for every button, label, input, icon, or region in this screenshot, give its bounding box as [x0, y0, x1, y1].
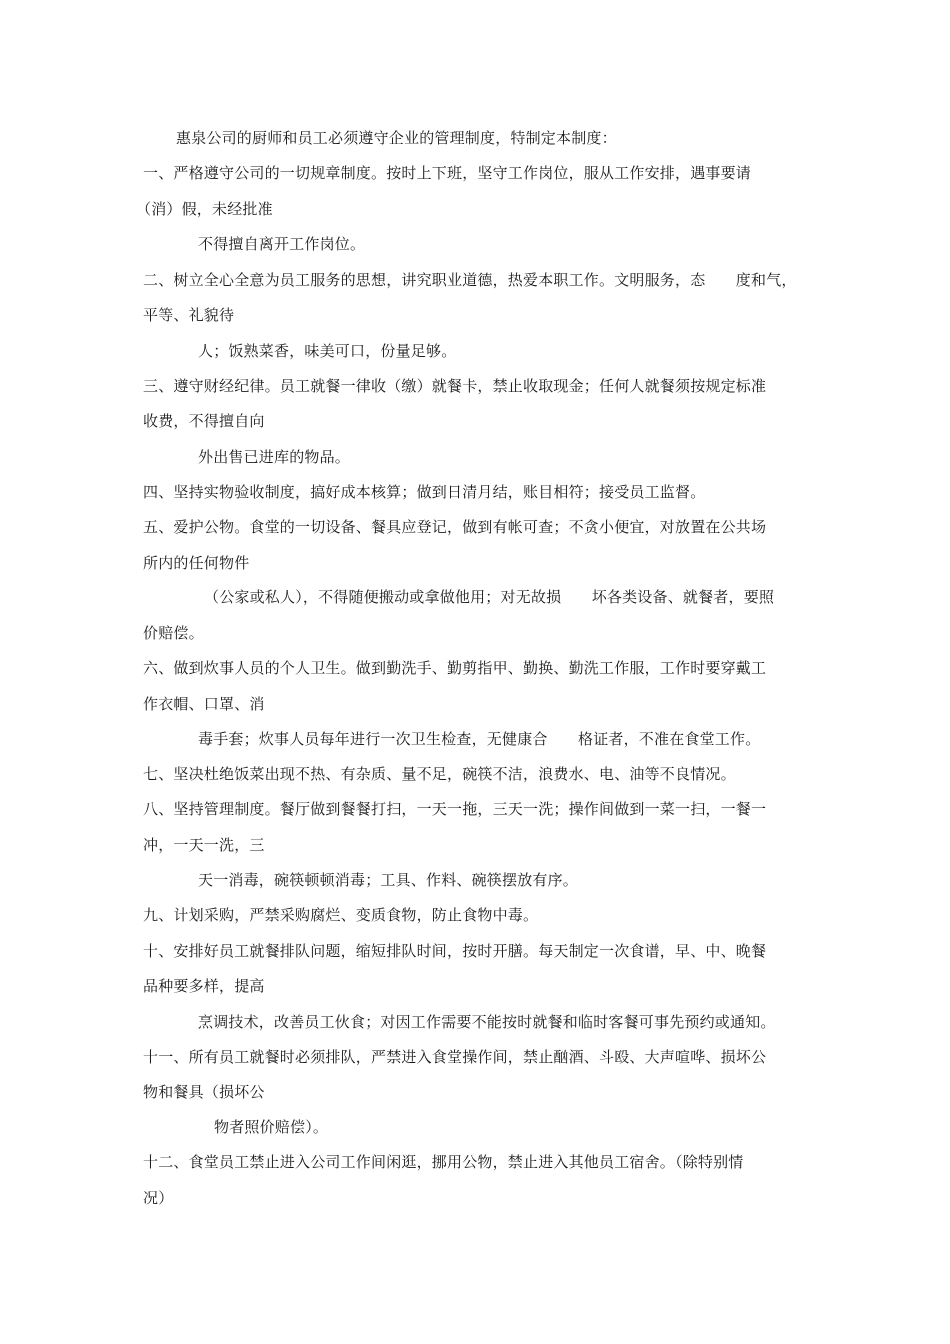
rule-5-line-4: 价赔偿。 — [143, 624, 204, 642]
rule-8-line-2: 冲，一天一洗，三 — [143, 836, 265, 854]
rule-10-line-3: 烹调技术，改善员工伙食；对因工作需要不能按时就餐和临时客餐可事先预约或通知。 — [198, 1013, 776, 1031]
rule-6-line-3: 毒手套；炊事人员每年进行一次卫生检查，无健康合 格证者，不准在食堂工作。 — [198, 730, 761, 748]
rule-3-line-3: 外出售已进库的物品。 — [198, 448, 351, 466]
rule-2-line-1: 二、树立全心全意为员工服务的思想，讲究职业道德，热爱本职工作。文明服务，态 度和气， — [143, 271, 797, 289]
rule-10-line-2: 品种要多样，提高 — [143, 977, 265, 995]
rule-3-line-1: 三、遵守财经纪律。员工就餐一律收（缴）就餐卡，禁止收取现金；任何人就餐须按规定标准 — [143, 377, 767, 395]
intro-line: 惠泉公司的厨师和员工必须遵守企业的管理制度，特制定本制度： — [176, 129, 617, 147]
rule-1-line-2: （消）假，未经批准 — [136, 200, 273, 218]
rule-9-line-1: 九、计划采购，严禁采购腐烂、变质食物，防止食物中毒。 — [143, 906, 539, 924]
rule-6-line-2: 作衣帽、口罩、消 — [143, 695, 265, 713]
rule-2-line-2: 平等、礼貌待 — [143, 306, 235, 324]
rule-11-line-1: 十一、所有员工就餐时必须排队，严禁进入食堂操作间，禁止酗酒、斗殴、大声喧哗、损坏公 — [143, 1048, 767, 1066]
rule-8-line-1: 八、坚持管理制度。餐厅做到餐餐打扫，一天一拖，三天一洗；操作间做到一菜一扫，一餐一 — [143, 800, 767, 818]
rule-3-line-2: 收费，不得擅自向 — [143, 412, 265, 430]
rule-12-line-1: 十二、食堂员工禁止进入公司工作间闲逛，挪用公物，禁止进入其他员工宿舍。（除特别情 — [143, 1153, 744, 1171]
rule-11-line-2: 物和餐具（损坏公 — [143, 1083, 265, 1101]
rule-7-line-1: 七、坚决杜绝饭菜出现不热、有杂质、量不足，碗筷不洁，浪费水、电、油等不良情况。 — [143, 765, 736, 783]
rule-10-line-1: 十、安排好员工就餐排队问题，缩短排队时间，按时开膳。每天制定一次食谱，早、中、晚餐 — [143, 942, 767, 960]
rule-1-line-1: 一、严格遵守公司的一切规章制度。按时上下班，坚守工作岗位，服从工作安排，遇事要请 — [143, 164, 752, 182]
rule-11-line-3: 物者照价赔偿）。 — [214, 1118, 329, 1136]
rule-1-line-3: 不得擅自离开工作岗位。 — [198, 235, 366, 253]
rule-8-line-3: 天一消毒，碗筷顿顿消毒；工具、作料、碗筷摆放有序。 — [198, 871, 579, 889]
rule-5-line-3: （公家或私人），不得随便搬动或拿做他用；对无故损 坏各类设备、就餐者，要照 — [204, 588, 775, 606]
rule-5-line-2: 所内的任何物件 — [143, 554, 250, 572]
rule-2-line-3: 人；饭熟菜香，味美可口，份量足够。 — [198, 342, 457, 360]
rule-6-line-1: 六、做到炊事人员的个人卫生。做到勤洗手、勤剪指甲、勤换、勤洗工作服，工作时要穿戴工 — [143, 659, 767, 677]
rule-12-line-2: 况） — [143, 1189, 174, 1207]
rule-4-line-1: 四、坚持实物验收制度，搞好成本核算；做到日清月结，账目相符；接受员工监督。 — [143, 483, 706, 501]
rule-5-line-1: 五、爱护公物。食堂的一切设备、餐具应登记，做到有帐可查；不贪小便宜，对放置在公共场 — [143, 518, 767, 536]
